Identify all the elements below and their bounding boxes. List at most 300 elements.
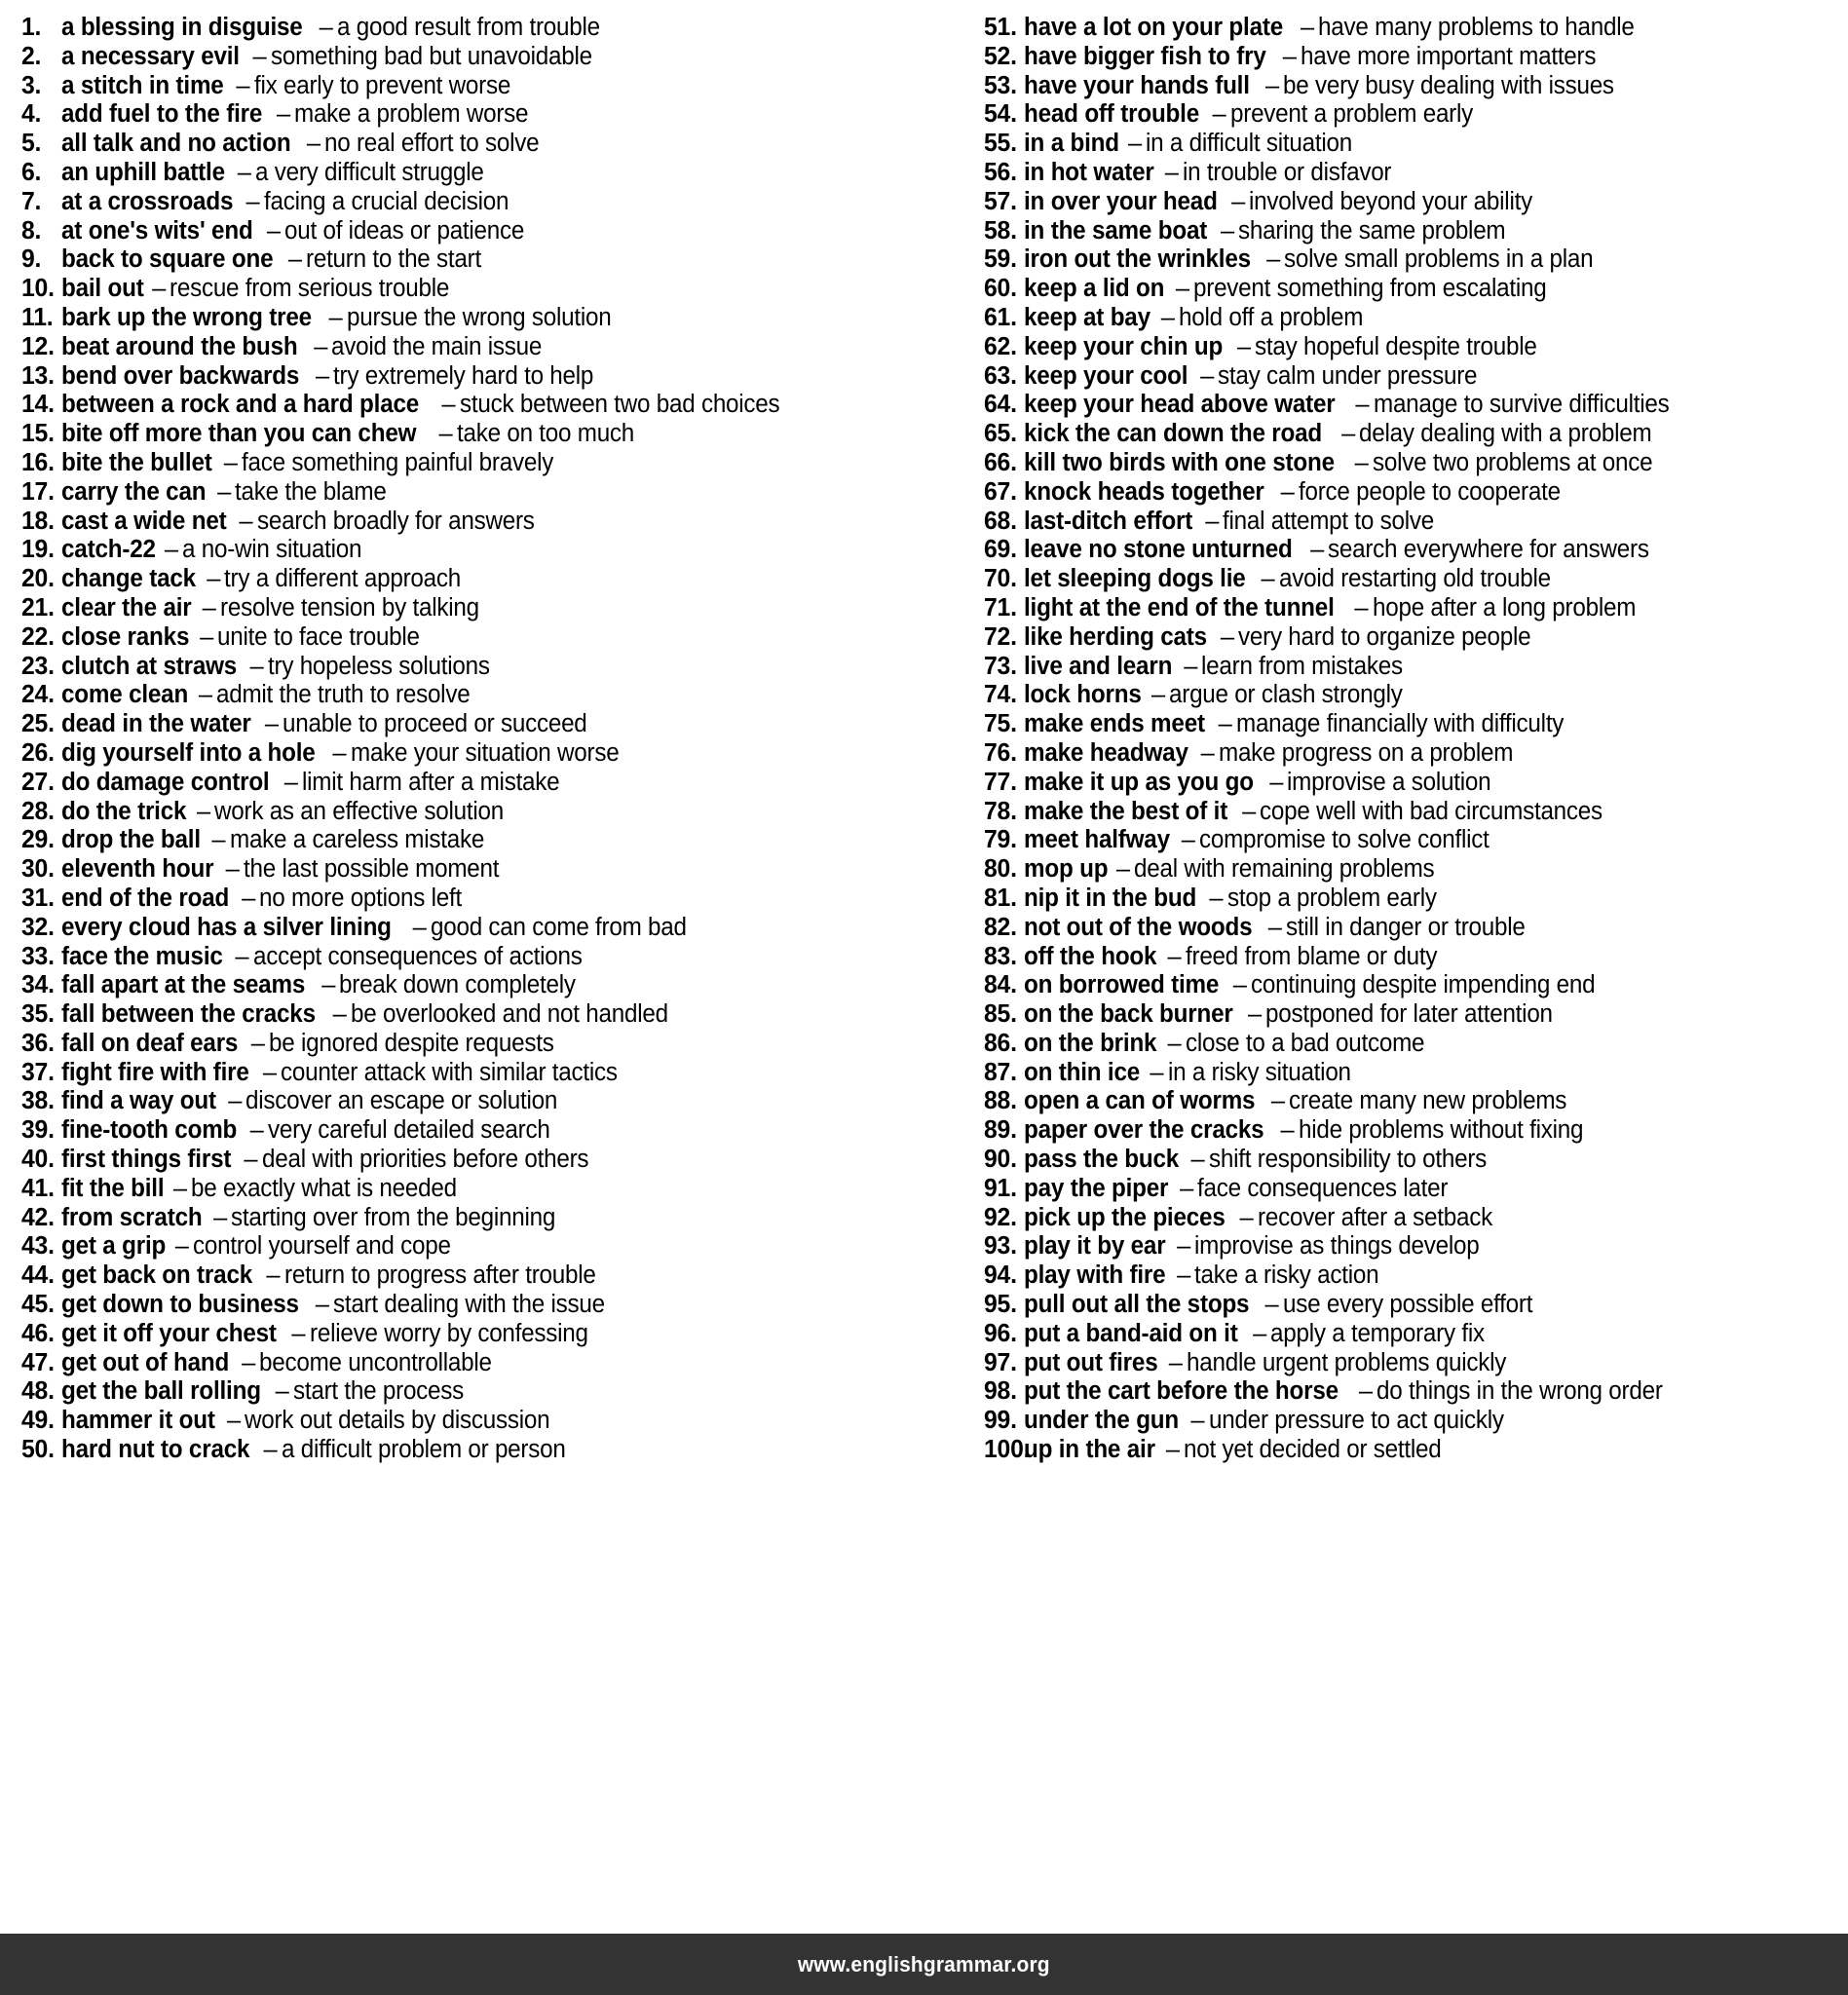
idiom-item <box>21 971 984 1000</box>
idiom-item <box>21 14 984 43</box>
idiom-item <box>984 681 1848 710</box>
idiom-item <box>21 594 984 623</box>
idiom-item <box>984 217 1848 246</box>
idiom-body <box>1024 1059 1360 1088</box>
idiom-item <box>984 623 1848 653</box>
idiom-number: 31. <box>21 884 55 912</box>
idiom-meaning: create many new problems <box>1289 1087 1567 1115</box>
idiom-meaning: involved beyond your ability <box>1249 187 1533 215</box>
idiom-item <box>21 1232 984 1261</box>
idiom-separator-dash: – <box>266 1261 281 1290</box>
idiom-number: 85. <box>984 1000 1017 1029</box>
idiom-item <box>984 1349 1848 1378</box>
idiom-number: 79. <box>984 826 1017 854</box>
idiom-item <box>21 508 984 537</box>
idiom-body <box>1024 565 1565 594</box>
idiom-separator-dash: – <box>1267 913 1282 941</box>
idiom-phrase: make the best of it <box>1024 797 1228 825</box>
idiom-item <box>21 1000 984 1030</box>
idiom-separator-dash: – <box>200 622 214 651</box>
idiom-body <box>1024 304 1373 333</box>
idiom-number: 68. <box>984 507 1017 535</box>
idiom-phrase: get down to business <box>61 1291 299 1319</box>
idiom-number: 7. <box>21 187 42 215</box>
idiom-phrase: pull out all the stops <box>1024 1291 1250 1319</box>
idiom-body <box>1024 1204 1504 1233</box>
idiom-separator-dash: – <box>1269 768 1284 796</box>
idiom-separator-dash: – <box>332 1000 347 1029</box>
idiom-item <box>984 769 1848 798</box>
idiom-number: 27. <box>21 768 55 796</box>
idiom-item <box>984 971 1848 1000</box>
idiom-phrase: fine-tooth comb <box>61 1116 238 1145</box>
idiom-phrase: bend over backwards <box>61 361 300 390</box>
idiom-meaning: try hopeless solutions <box>267 652 490 680</box>
idiom-body <box>1024 914 1537 943</box>
idiom-phrase: on thin ice <box>1024 1058 1141 1086</box>
idiom-body <box>61 1377 472 1407</box>
idiom-number: 50. <box>21 1436 55 1464</box>
idiom-number: 83. <box>984 942 1017 970</box>
idiom-phrase: back to square one <box>61 245 274 274</box>
idiom-body <box>1024 159 1402 188</box>
idiom-body <box>1024 1087 1581 1116</box>
idiom-number: 84. <box>984 971 1017 999</box>
idiom-number: 5. <box>21 130 42 158</box>
idiom-meaning: make progress on a problem <box>1218 738 1513 767</box>
idiom-meaning: stop a problem early <box>1226 884 1437 912</box>
idiom-phrase: play with fire <box>1024 1261 1166 1290</box>
idiom-separator-dash: – <box>1200 738 1215 767</box>
idiom-meaning: be ignored despite requests <box>268 1029 554 1057</box>
idiom-body <box>61 1204 573 1233</box>
idiom-item <box>21 681 984 710</box>
footer-bar <box>0 1934 1848 1995</box>
idiom-item <box>984 1204 1848 1233</box>
idiom-item <box>21 1407 984 1436</box>
idiom-number: 67. <box>984 477 1017 506</box>
idiom-meaning: improvise as things develop <box>1194 1232 1480 1261</box>
idiom-item <box>21 333 984 362</box>
idiom-number: 94. <box>984 1261 1017 1290</box>
idiom-meaning: freed from blame or duty <box>1185 942 1437 970</box>
idiom-separator-dash: – <box>228 1087 243 1115</box>
idiom-separator-dash: – <box>1200 361 1215 390</box>
idiom-number: 62. <box>984 332 1017 360</box>
idiom-phrase: do damage control <box>61 768 270 796</box>
idiom-number: 37. <box>21 1058 55 1086</box>
idiom-separator-dash: – <box>266 216 282 245</box>
idiom-separator-dash: – <box>262 1058 278 1086</box>
idiom-meaning: force people to cooperate <box>1298 477 1561 506</box>
idiom-number: 18. <box>21 507 55 535</box>
idiom-number: 98. <box>984 1377 1017 1406</box>
idiom-number: 61. <box>984 303 1017 331</box>
idiom-phrase: end of the road <box>61 884 230 912</box>
idiom-separator-dash: – <box>213 1203 228 1231</box>
idiom-phrase: cast a wide net <box>61 507 227 535</box>
idiom-body <box>61 391 796 420</box>
idiom-item <box>984 391 1848 420</box>
idiom-separator-dash: – <box>315 1291 329 1319</box>
idiom-separator-dash: – <box>239 507 253 535</box>
idiom-phrase: in over your head <box>1024 187 1218 215</box>
idiom-phrase: light at the end of the tunnel <box>1024 593 1335 621</box>
idiom-number: 40. <box>21 1146 55 1174</box>
idiom-meaning: have more important matters <box>1300 42 1597 70</box>
idiom-meaning: be exactly what is needed <box>191 1174 457 1202</box>
idiom-item <box>984 798 1848 827</box>
idiom-separator-dash: – <box>198 681 213 709</box>
idiom-phrase: make it up as you go <box>1024 768 1254 796</box>
idiom-meaning: in a difficult situation <box>1146 130 1353 158</box>
idiom-separator-dash: – <box>249 652 264 680</box>
idiom-body <box>1024 508 1446 537</box>
idiom-body <box>61 1000 685 1030</box>
idiom-number: 54. <box>984 100 1017 129</box>
idiom-phrase: nip it in the bud <box>1024 884 1197 912</box>
idiom-separator-dash: – <box>1264 71 1280 99</box>
idiom-meaning: return to the start <box>306 245 481 274</box>
idiom-body <box>61 1116 565 1146</box>
idiom-number: 35. <box>21 1000 55 1029</box>
idiom-number: 2. <box>21 42 42 70</box>
idiom-meaning: out of ideas or patience <box>284 216 525 245</box>
idiom-body <box>61 508 548 537</box>
idiom-number: 16. <box>21 448 55 476</box>
idiom-number: 99. <box>984 1407 1017 1435</box>
idiom-item <box>984 1030 1848 1059</box>
idiom-item <box>21 100 984 130</box>
idiom-meaning: deal with priorities before others <box>261 1146 588 1174</box>
idiom-phrase: put the cart before the horse <box>1024 1377 1339 1406</box>
idiom-meaning: try a different approach <box>224 565 462 593</box>
idiom-meaning: be overlooked and not handled <box>350 1000 668 1029</box>
idiom-phrase: keep your cool <box>1024 361 1188 390</box>
idiom-meaning: improvise a solution <box>1287 768 1491 796</box>
idiom-meaning: hide problems without fixing <box>1298 1116 1583 1145</box>
idiom-meaning: resolve tension by talking <box>219 593 479 621</box>
idiom-body <box>61 1030 569 1059</box>
idiom-phrase: in a bind <box>1024 130 1119 158</box>
idiom-phrase: fall on deaf ears <box>61 1029 239 1057</box>
idiom-number: 78. <box>984 797 1017 825</box>
idiom-body <box>61 536 371 565</box>
idiom-phrase: change tack <box>61 565 196 593</box>
idiom-item <box>21 362 984 392</box>
idiom-phrase: let sleeping dogs lie <box>1024 565 1246 593</box>
idiom-phrase: make headway <box>1024 738 1188 767</box>
idiom-meaning: try extremely hard to help <box>333 361 594 390</box>
idiom-meaning: hope after a long problem <box>1372 593 1636 621</box>
idiom-phrase: catch-22 <box>61 536 156 564</box>
idiom-number: 34. <box>21 971 55 999</box>
idiom-meaning: not yet decided or settled <box>1184 1436 1442 1464</box>
idiom-phrase: bail out <box>61 275 144 303</box>
idiom-meaning: become uncontrollable <box>259 1348 493 1376</box>
idiom-phrase: carry the can <box>61 477 207 506</box>
idiom-item <box>21 1261 984 1291</box>
idiom-separator-dash: – <box>277 100 291 129</box>
idiom-number: 76. <box>984 738 1017 767</box>
idiom-meaning: counter attack with similar tactics <box>281 1058 618 1086</box>
idiom-phrase: in hot water <box>1024 158 1154 186</box>
idiom-item <box>984 536 1848 565</box>
idiom-separator-dash: – <box>441 391 456 419</box>
idiom-phrase: bite off more than you can chew <box>61 420 417 448</box>
idiom-number: 57. <box>984 187 1017 215</box>
idiom-body <box>1024 333 1552 362</box>
idiom-phrase: fall between the cracks <box>61 1000 316 1029</box>
idiom-separator-dash: – <box>172 1174 188 1202</box>
idiom-item <box>984 1291 1848 1320</box>
idiom-separator-dash: – <box>1310 536 1325 564</box>
idiom-separator-dash: – <box>1280 477 1295 506</box>
idiom-separator-dash: – <box>1221 216 1235 245</box>
idiom-item <box>984 1116 1848 1146</box>
idiom-separator-dash: – <box>1177 1261 1191 1290</box>
idiom-separator-dash: – <box>1167 942 1182 970</box>
idiom-number: 97. <box>984 1348 1017 1376</box>
idiom-separator-dash: – <box>242 1348 256 1376</box>
idiom-body <box>61 565 473 594</box>
idiom-number: 55. <box>984 130 1017 158</box>
idiom-phrase: dig yourself into a hole <box>61 738 316 767</box>
footer-site-url: www.englishgrammar.org <box>798 1951 1050 1976</box>
idiom-body <box>61 769 573 798</box>
idiom-number: 23. <box>21 652 55 680</box>
idiom-meaning: break down completely <box>339 971 577 999</box>
idiom-number: 45. <box>21 1291 55 1319</box>
idiom-item <box>984 1320 1848 1349</box>
idiom-body <box>1024 43 1611 72</box>
idiom-number: 39. <box>21 1116 55 1145</box>
idiom-meaning: under pressure to act quickly <box>1208 1407 1504 1435</box>
idiom-body <box>1024 449 1667 478</box>
idiom-phrase: clear the air <box>61 593 192 621</box>
idiom-body <box>1024 1349 1523 1378</box>
idiom-meaning: a difficult problem or person <box>281 1436 566 1464</box>
idiom-body <box>61 594 493 623</box>
idiom-number: 56. <box>984 158 1017 186</box>
idiom-meaning: discover an escape or solution <box>245 1087 558 1115</box>
idiom-body <box>61 710 603 739</box>
idiom-number: 10. <box>21 275 55 303</box>
idiom-body <box>1024 943 1450 972</box>
idiom-separator-dash: – <box>283 768 298 796</box>
idiom-item <box>21 1436 984 1465</box>
idiom-item <box>984 1000 1848 1030</box>
idiom-body <box>61 798 519 827</box>
idiom-separator-dash: – <box>1128 130 1143 158</box>
idiom-meaning: good can come from bad <box>430 913 687 941</box>
idiom-separator-dash: – <box>1190 1146 1205 1174</box>
idiom-number: 15. <box>21 420 55 448</box>
idiom-meaning: relieve worry by confessing <box>309 1319 588 1347</box>
idiom-body <box>1024 362 1491 392</box>
idiom-separator-dash: – <box>202 593 216 621</box>
idiom-body <box>61 449 570 478</box>
idiom-number: 33. <box>21 942 55 970</box>
idiom-separator-dash: – <box>1239 1203 1254 1231</box>
idiom-phrase: hammer it out <box>61 1407 215 1435</box>
idiom-number: 80. <box>984 855 1017 884</box>
idiom-item <box>984 1261 1848 1291</box>
idiom-item <box>21 1349 984 1378</box>
idiom-meaning: hold off a problem <box>1178 303 1364 331</box>
idiom-item <box>984 1087 1848 1116</box>
idiom-separator-dash: – <box>438 420 453 448</box>
idiom-separator-dash: – <box>287 245 302 274</box>
idiom-number: 30. <box>21 855 55 884</box>
idiom-body <box>1024 1116 1598 1146</box>
idiom-phrase: paper over the cracks <box>1024 1116 1264 1145</box>
idiom-separator-dash: – <box>1282 42 1297 70</box>
idiom-body <box>61 1436 581 1465</box>
idiom-number: 73. <box>984 652 1017 680</box>
idiom-separator-dash: – <box>1177 1232 1191 1261</box>
idiom-number: 4. <box>21 100 42 129</box>
idiom-item <box>984 304 1848 333</box>
idiom-item <box>984 130 1848 159</box>
idiom-phrase: close ranks <box>61 622 190 651</box>
idiom-separator-dash: – <box>1354 448 1369 476</box>
idiom-number: 22. <box>21 622 55 651</box>
idiom-separator-dash: – <box>1175 275 1190 303</box>
idiom-number: 70. <box>984 565 1017 593</box>
idiom-separator-dash: – <box>1165 1436 1181 1464</box>
idiom-phrase: an uphill battle <box>61 158 225 186</box>
idiom-body <box>1024 420 1668 449</box>
idiom-phrase: hard nut to crack <box>61 1436 250 1464</box>
idiom-meaning: search everywhere for answers <box>1328 536 1650 564</box>
idiom-separator-dash: – <box>321 971 336 999</box>
idiom-item <box>21 217 984 246</box>
idiom-separator-dash: – <box>174 1232 189 1261</box>
idiom-separator-dash: – <box>1180 1174 1194 1202</box>
idiom-item <box>21 159 984 188</box>
idiom-phrase: on the brink <box>1024 1029 1157 1057</box>
idiom-separator-dash: – <box>1301 14 1315 41</box>
idiom-phrase: pass the buck <box>1024 1146 1180 1174</box>
idiom-item <box>21 449 984 478</box>
idiom-body <box>1024 1320 1496 1349</box>
idiom-phrase: keep at bay <box>1024 303 1150 331</box>
idiom-item <box>21 188 984 217</box>
idiom-phrase: put a band-aid on it <box>1024 1319 1238 1347</box>
idiom-item <box>984 1146 1848 1175</box>
idiom-item <box>21 130 984 159</box>
idiom-phrase: play it by ear <box>1024 1232 1166 1261</box>
idiom-phrase: clutch at straws <box>61 652 238 680</box>
idiom-separator-dash: – <box>225 855 240 884</box>
idiom-item <box>21 391 984 420</box>
idiom-phrase: live and learn <box>1024 652 1173 680</box>
idiom-meaning: no more options left <box>259 884 463 912</box>
idiom-phrase: fight fire with fire <box>61 1058 249 1086</box>
idiom-meaning: admit the truth to resolve <box>216 681 471 709</box>
idiom-separator-dash: – <box>245 187 260 215</box>
idiom-body <box>61 275 464 304</box>
idiom-phrase: do the trick <box>61 797 187 825</box>
idiom-number: 90. <box>984 1146 1017 1174</box>
idiom-phrase: in the same boat <box>1024 216 1208 245</box>
idiom-phrase: eleventh hour <box>61 855 214 884</box>
idiom-meaning: work as an effective solution <box>214 797 505 825</box>
idiom-body <box>1024 769 1502 798</box>
idiom-number: 26. <box>21 738 55 767</box>
idiom-separator-dash: – <box>1150 681 1166 709</box>
idiom-number: 64. <box>984 391 1017 419</box>
idiom-body <box>61 1175 471 1204</box>
idiom-separator-dash: – <box>1264 1291 1279 1319</box>
idiom-body <box>61 304 624 333</box>
idiom-separator-dash: – <box>1341 420 1356 448</box>
idiom-number: 11. <box>21 303 54 331</box>
idiom-item <box>21 710 984 739</box>
idiom-meaning: final attempt to solve <box>1223 507 1435 535</box>
idiom-meaning: in a risky situation <box>1167 1058 1351 1086</box>
idiom-item <box>984 565 1848 594</box>
idiom-item <box>21 1146 984 1175</box>
idiom-meaning: take the blame <box>235 477 387 506</box>
idiom-column-right <box>984 0 1848 1934</box>
idiom-phrase: have your hands full <box>1024 71 1250 99</box>
idiom-meaning: rescue from serious trouble <box>170 275 450 303</box>
idiom-phrase: iron out the wrinkles <box>1024 245 1251 274</box>
idiom-phrase: kill two birds with one stone <box>1024 448 1335 476</box>
idiom-phrase: every cloud has a silver lining <box>61 913 392 941</box>
idiom-meaning: postponed for later attention <box>1265 1000 1553 1029</box>
idiom-phrase: bite the bullet <box>61 448 212 476</box>
idiom-item <box>984 43 1848 72</box>
idiom-item <box>21 304 984 333</box>
idiom-number: 96. <box>984 1319 1017 1347</box>
idiom-phrase: drop the ball <box>61 826 201 854</box>
idiom-separator-dash: – <box>264 710 280 738</box>
idiom-meaning: stay calm under pressure <box>1218 361 1478 390</box>
idiom-meaning: face something painful bravely <box>241 448 554 476</box>
idiom-separator-dash: – <box>1232 971 1247 999</box>
idiom-phrase: open a can of worms <box>1024 1087 1256 1115</box>
idiom-body <box>61 1291 619 1320</box>
idiom-separator-dash: – <box>1209 884 1224 912</box>
idiom-body <box>1024 1436 1455 1465</box>
idiom-separator-dash: – <box>164 536 179 564</box>
idiom-phrase: add fuel to the fire <box>61 100 263 129</box>
idiom-item <box>984 1232 1848 1261</box>
idiom-phrase: have bigger fish to fry <box>1024 42 1266 70</box>
idiom-body <box>61 188 521 217</box>
idiom-item <box>21 1030 984 1059</box>
idiom-separator-dash: – <box>291 1319 306 1347</box>
idiom-item <box>21 478 984 508</box>
idiom-separator-dash: – <box>1355 391 1370 419</box>
idiom-number: 69. <box>984 536 1017 564</box>
idiom-separator-dash: – <box>412 913 427 941</box>
idiom-meaning: argue or clash strongly <box>1169 681 1403 709</box>
idiom-body <box>1024 681 1414 710</box>
idiom-phrase: on borrowed time <box>1024 971 1220 999</box>
idiom-item <box>21 1204 984 1233</box>
idiom-body <box>61 971 588 1000</box>
idiom-body <box>1024 188 1548 217</box>
idiom-separator-dash: – <box>1167 1029 1182 1057</box>
idiom-separator-dash: – <box>1164 158 1179 186</box>
idiom-phrase: not out of the woods <box>1024 913 1253 941</box>
idiom-phrase: leave no stone unturned <box>1024 536 1293 564</box>
idiom-phrase: have a lot on your plate <box>1024 14 1284 41</box>
